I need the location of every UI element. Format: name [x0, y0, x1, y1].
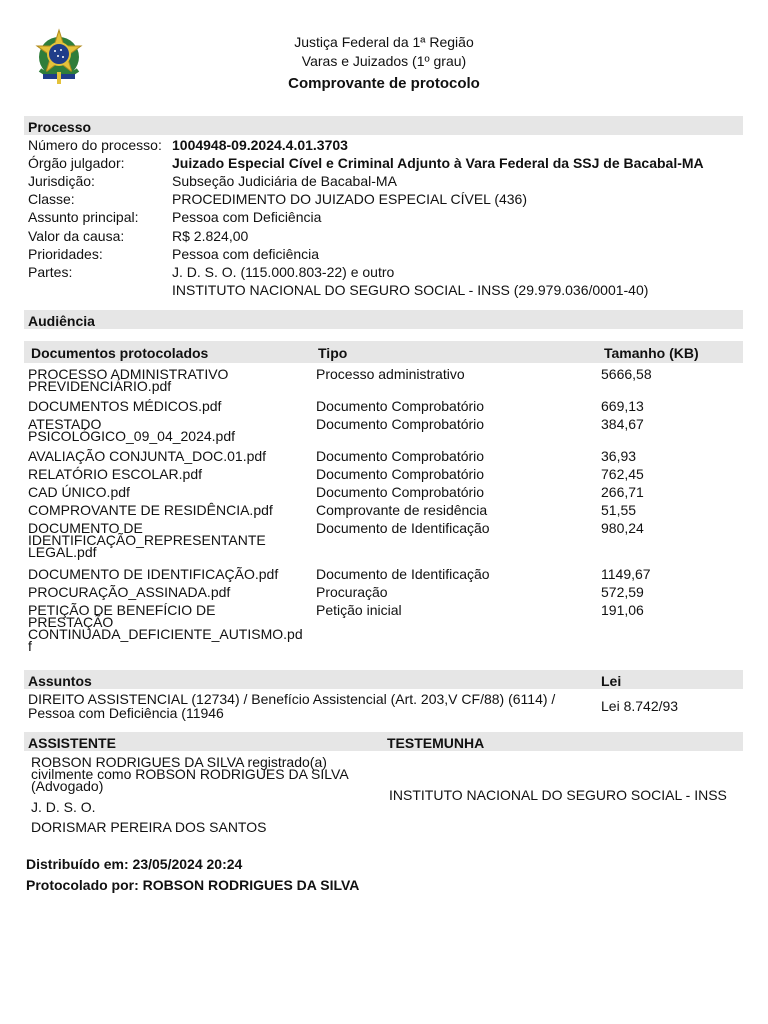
doc-size: 1149,67 [601, 566, 651, 582]
assistente-header: ASSISTENTE [28, 735, 116, 751]
doc-size: 266,71 [601, 484, 644, 500]
doc-name: AVALIAÇÃO CONJUNTA_DOC.01.pdf [28, 448, 267, 464]
field-label-partes: Partes: [28, 264, 73, 280]
doc-type: Procuração [316, 584, 388, 600]
doc-size: 572,59 [601, 584, 644, 600]
field-label-orgao: Órgão julgador: [28, 155, 125, 171]
field-value-prioridades: Pessoa com deficiência [172, 246, 320, 262]
doc-name: CAD ÚNICO.pdf [28, 484, 130, 500]
doc-name: DOCUMENTO DE IDENTIFICAÇÃO.pdf [28, 566, 279, 582]
documentos-header-name: Documentos protocolados [31, 345, 209, 361]
field-value-assunto: Pessoa com Deficiência [172, 209, 322, 225]
doc-size: 762,45 [601, 466, 644, 482]
court-division: Varas e Juizados (1º grau) [301, 53, 467, 69]
testemunha-entry: INSTITUTO NACIONAL DO SEGURO SOCIAL - INSS [389, 787, 727, 803]
partes-header-bar [24, 732, 743, 751]
field-value-jurisdicao: Subseção Judiciária de Bacabal-MA [172, 173, 397, 189]
field-label-valor: Valor da causa: [28, 228, 125, 244]
audiencia-section-title: Audiência [28, 313, 95, 329]
testemunha-header: TESTEMUNHA [387, 735, 485, 751]
documentos-header-tamanho: Tamanho (KB) [604, 345, 699, 361]
field-label-prioridades: Prioridades: [28, 246, 103, 262]
doc-type: Documento Comprobatório [316, 466, 485, 482]
doc-name: PROCESSO ADMINISTRATIVO PREVIDENCIÁRIO.pdf [28, 366, 229, 394]
lei-value: Lei 8.742/93 [601, 698, 679, 714]
doc-size: 191,06 [601, 602, 644, 618]
doc-type: Documento de Identificação [316, 520, 490, 536]
field-label-jurisdicao: Jurisdição: [28, 173, 95, 189]
assistente-entry: J. D. S. O. [31, 799, 96, 815]
doc-name: COMPROVANTE DE RESIDÊNCIA.pdf [28, 502, 273, 518]
court-name: Justiça Federal da 1ª Região [294, 34, 474, 50]
assistente-entry: ROBSON RODRIGUES DA SILVA registrado(a) civilmente como ROBSON RODRIGUES DA SILVA (Advogado) [31, 754, 349, 794]
audiencia-section-bar [24, 310, 743, 329]
doc-type: Documento Comprobatório [316, 416, 485, 432]
doc-name: PROCURAÇÃO_ASSINADA.pdf [28, 584, 231, 600]
distribuido-em: Distribuído em: 23/05/2024 20:24 [26, 856, 243, 872]
field-value-partes-line2: INSTITUTO NACIONAL DO SEGURO SOCIAL - INSS (29.979.036/0001-40) [172, 282, 649, 298]
processo-section-bar [24, 116, 743, 135]
doc-type: Documento Comprobatório [316, 448, 485, 464]
assistente-entry: DORISMAR PEREIRA DOS SANTOS [31, 819, 267, 835]
field-value-valor: R$ 2.824,00 [172, 228, 249, 244]
doc-size: 51,55 [601, 502, 637, 518]
doc-type: Documento de Identificação [316, 566, 490, 582]
field-value-numero: 1004948-09.2024.4.01.3703 [172, 137, 348, 153]
doc-name: RELATÓRIO ESCOLAR.pdf [28, 466, 203, 482]
doc-type: Comprovante de residência [316, 502, 488, 518]
doc-size: 669,13 [601, 398, 644, 414]
doc-size: 36,93 [601, 448, 637, 464]
doc-type: Petição inicial [316, 602, 402, 618]
doc-name: DOCUMENTO DE IDENTIFICAÇÃO_REPRESENTANTE LEGAL.pdf [28, 520, 266, 560]
processo-section-title: Processo [28, 119, 92, 135]
assuntos-header: Assuntos [28, 673, 92, 689]
documentos-header-tipo: Tipo [318, 345, 348, 361]
protocolado-por: Protocolado por: ROBSON RODRIGUES DA SILVA [26, 877, 360, 893]
page-title: Comprovante de protocolo [288, 75, 480, 92]
doc-name: ATESTADO PSICOLÓGICO_09_04_2024.pdf [28, 416, 236, 444]
doc-type: Documento Comprobatório [316, 484, 485, 500]
doc-size: 5666,58 [601, 366, 652, 382]
doc-size: 384,67 [601, 416, 644, 432]
field-label-numero: Número do processo: [28, 137, 162, 153]
assuntos-header-bar [24, 670, 743, 689]
doc-name: PETIÇÃO DE BENEFÍCIO DE PRESTAÇÃO CONTINUADA_DEFICIENTE_AUTISMO.pd f [28, 602, 303, 654]
doc-name: DOCUMENTOS MÉDICOS.pdf [28, 398, 222, 414]
field-label-classe: Classe: [28, 191, 75, 207]
field-label-assunto: Assunto principal: [28, 209, 139, 225]
field-value-orgao: Juizado Especial Cível e Criminal Adjunto à Vara Federal da SSJ de Bacabal-MA [172, 155, 704, 171]
doc-size: 980,24 [601, 520, 644, 536]
assuntos-text: DIREITO ASSISTENCIAL (12734) / Benefício Assistencial (Art. 203,V CF/88) (6114) / Pessoa com Deficiência (11946 [28, 691, 556, 721]
doc-type: Processo administrativo [316, 366, 465, 382]
doc-type: Documento Comprobatório [316, 398, 485, 414]
lei-header: Lei [601, 673, 622, 689]
field-value-partes: J. D. S. O. (115.000.803-22) e outro [172, 264, 395, 280]
field-value-classe: PROCEDIMENTO DO JUIZADO ESPECIAL CÍVEL (436) [172, 191, 528, 207]
